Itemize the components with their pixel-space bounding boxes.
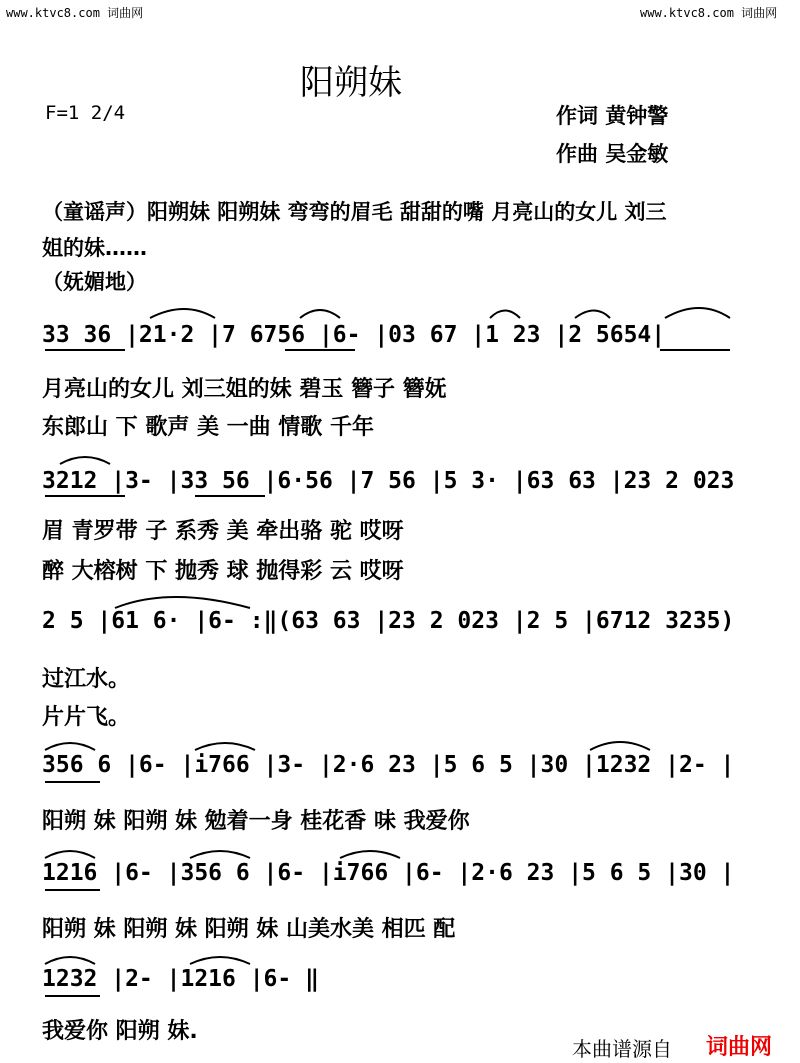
header-site-left[interactable]: www.ktvc8.com 词曲网	[6, 6, 144, 20]
source-text: 本曲谱源自	[572, 1037, 672, 1061]
intro-line-2: 姐的妹……	[42, 236, 147, 260]
lyricist-credit: 作词 黄钟警	[556, 104, 669, 128]
score-row-3-lyric-1: 过江水。	[42, 667, 131, 692]
score-row-6-lyric: 我爱你 阳朔 妹.	[42, 1019, 198, 1044]
score-row-6-notes: 1232 |2- |1216 |6- ‖	[42, 966, 319, 992]
score-row-5-lyric: 阳朔 妹 阳朔 妹 阳朔 妹 山美水美 相匹 配	[42, 917, 456, 942]
beam-underlines	[45, 350, 730, 996]
score-row-1-notes: 33 36 |21·2 |7 6756 |6- |03 67 |1 23 |2 5654|	[42, 322, 666, 348]
source-brand-logo[interactable]: 词曲网	[706, 1035, 773, 1060]
score-row-2-lyric-1: 眉 青罗带 子 系秀 美 牵出骆 驼 哎呀	[42, 519, 404, 544]
score-row-5-notes: 1216 |6- |356 6 |6- |i766 |6- |2·6 23 |5 6 5 |30 |	[42, 860, 735, 886]
header-site-right[interactable]: www.ktvc8.com 词曲网	[640, 6, 778, 20]
score-row-1-lyric-2: 东郎山 下 歌声 美 一曲 情歌 千年	[42, 415, 374, 440]
score-row-1-lyric-1: 月亮山的女儿 刘三姐的妹 碧玉 簪子 簪妩	[42, 377, 447, 402]
score-row-2-notes: 3212 |3- |33 56 |6·56 |7 56 |5 3· |63 63 |23 2 023	[42, 468, 735, 494]
score-row-4-notes: 356 6 |6- |i766 |3- |2·6 23 |5 6 5 |30 |1232 |2- |	[42, 752, 735, 778]
intro-line-3: （妩媚地）	[42, 270, 147, 294]
score-row-3-notes: 2 5 |61 6· |6- :‖(63 63 |23 2 023 |2 5 |6712 3235)	[42, 608, 735, 634]
score-row-2-lyric-2: 醉 大榕树 下 抛秀 球 抛得彩 云 哎呀	[42, 559, 404, 584]
song-title: 阳朔妹	[300, 63, 402, 103]
key-signature: F=1 2/4	[45, 102, 126, 124]
score-row-4-lyric: 阳朔 妹 阳朔 妹 勉着一身 桂花香 味 我爱你	[42, 809, 470, 834]
intro-line-1: （童谣声）阳朔妹 阳朔妹 弯弯的眉毛 甜甜的嘴 月亮山的女儿 刘三	[42, 200, 667, 224]
composer-credit: 作曲 吴金敏	[556, 142, 669, 166]
score-row-3-lyric-2: 片片飞。	[42, 705, 131, 730]
